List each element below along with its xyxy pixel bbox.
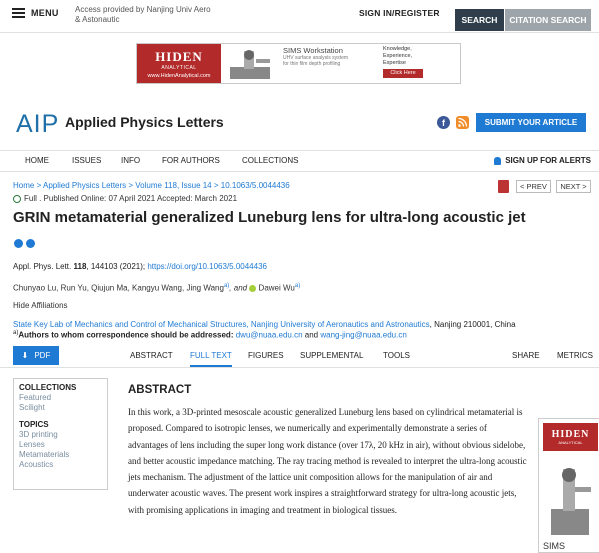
banner-ad[interactable]: [136, 43, 461, 84]
ad-point: Expertise: [383, 60, 406, 66]
bell-icon: [494, 157, 501, 165]
download-icon: ⬇: [21, 351, 29, 360]
nav-collections[interactable]: COLLECTIONS: [242, 156, 299, 165]
ad-description: [281, 44, 377, 83]
aip-logo[interactable]: AIP: [16, 110, 60, 138]
tab-full-text[interactable]: FULL TEXT: [190, 351, 232, 367]
email-link-2[interactable]: wang-jing@nuaa.edu.cn: [320, 330, 407, 340]
affiliation-tail: , Nanjing 210001, China: [429, 320, 516, 329]
access-line-2: & Astonautic: [75, 15, 120, 24]
ad-line-2: for thin film depth profiling: [283, 61, 341, 67]
nav-for-authors[interactable]: FOR AUTHORS: [162, 156, 220, 165]
nav-info[interactable]: INFO: [121, 156, 141, 165]
instrument-image: [545, 459, 595, 537]
affiliation-name[interactable]: State Key Lab of Mechanics and Control of Mechanical Structures, Nanjing University of Aeronautics and Astronautics: [13, 320, 430, 329]
status-text: Full . Published Online: 07 April 2021 Accepted: March 2021: [24, 194, 238, 203]
authors-text[interactable]: Chunyao Lu, Run Yu, Qiujun Ma, Kangyu Wang, Jing Wang: [13, 283, 224, 293]
doi-link[interactable]: https://doi.org/10.1063/5.0044436: [147, 262, 267, 271]
hamburger-icon: [12, 8, 25, 18]
article-badges: [14, 239, 35, 248]
breadcrumb[interactable]: Home > Applied Physics Letters > Volume 118, Issue 14 > 10.1063/5.0044436: [13, 181, 290, 190]
orcid-icon[interactable]: [249, 285, 256, 292]
tab-tools[interactable]: TOOLS: [383, 351, 410, 360]
side-ad[interactable]: [538, 418, 599, 553]
citation-volume: 118: [73, 262, 87, 271]
collection-item[interactable]: Scilight: [19, 403, 45, 412]
citation-rest: , 144103 (2021);: [86, 262, 148, 271]
ad-logo-sub: ANALYTICAL: [161, 64, 197, 71]
email-link-1[interactable]: dwu@nuaa.edu.cn: [235, 330, 303, 340]
facebook-icon[interactable]: f: [437, 116, 450, 129]
prev-button[interactable]: < PREV: [516, 180, 551, 193]
open-access-icon: [13, 195, 21, 203]
ad-title: SIMS Workstation: [283, 46, 343, 55]
main-nav: [0, 150, 599, 172]
tab-share[interactable]: SHARE: [512, 351, 540, 360]
abstract-body: In this work, a 3D-printed mesoscale acoustic generalized Luneburg lens based on cylindrical metamaterial is proposed. Compared to isotropic lenses, we numerically and experimentally demonstrate a series of advantages of lens including the super long work distance (over 17λ, 20 kHz in air), without obvious sidelobe, and better acoustic impedance matching. The ray tracing method is revealed to interpret the ultra-long acoustic jets mechanism. The adjustment of the lattice unit composition allows for the manipulation of air and underwater acoustic waves. The present work inspires a straightforward strategy for ultra-long acoustic jets, with promising applications in imaging and treatment in biological tissues.: [128, 407, 527, 515]
side-ad-logo: [543, 423, 598, 451]
topic-item[interactable]: 3D printing: [19, 430, 58, 439]
collections-heading: COLLECTIONS: [19, 383, 77, 392]
nav-issues[interactable]: ISSUES: [72, 156, 102, 165]
citation-prefix: Appl. Phys. Lett.: [13, 262, 74, 271]
next-button[interactable]: NEXT >: [556, 180, 591, 193]
affiliation: [13, 320, 593, 329]
side-ad-logo-text: HIDEN: [551, 429, 590, 440]
topic-item[interactable]: Lenses: [19, 440, 45, 449]
collection-item[interactable]: Featured: [19, 393, 52, 402]
publication-status: [13, 194, 237, 203]
signin-link[interactable]: SIGN IN/REGISTER: [359, 8, 440, 18]
topics-heading: TOPICS: [19, 420, 49, 429]
tab-abstract[interactable]: ABSTRACT: [130, 351, 173, 360]
pdf-download-button[interactable]: [13, 346, 59, 365]
ad-line-1: UHV surface analysis system: [283, 55, 349, 61]
ad-logo: [137, 44, 221, 83]
topic-item[interactable]: Acoustics: [19, 460, 54, 469]
author-superscript[interactable]: a): [223, 283, 230, 289]
topic-item[interactable]: Metamaterials: [19, 450, 70, 459]
signup-alerts-link[interactable]: [494, 156, 591, 165]
authors-and: , and: [229, 283, 250, 293]
ad-url: www.HidenAnalytical.com: [147, 72, 211, 79]
ad-point: Knowledge,: [383, 46, 412, 52]
tab-supplemental[interactable]: SUPPLEMENTAL: [300, 351, 364, 360]
creative-commons-icon[interactable]: [14, 239, 23, 248]
search-button[interactable]: SEARCH: [455, 9, 504, 31]
ad-click-button[interactable]: Click Here: [383, 69, 423, 78]
journal-title[interactable]: Applied Physics Letters: [65, 114, 224, 130]
menu-button[interactable]: [12, 8, 59, 18]
instrument-image: [221, 44, 281, 83]
submit-article-button[interactable]: SUBMIT YOUR ARTICLE: [476, 113, 586, 132]
menu-label: MENU: [31, 8, 59, 18]
access-line-1: Access provided by Nanjing Univ Aero: [75, 5, 211, 14]
pdf-label: PDF: [34, 351, 51, 360]
pdf-file-icon[interactable]: [498, 180, 509, 193]
last-author[interactable]: Dawei Wu: [258, 283, 295, 293]
citation-search-button[interactable]: CITATION SEARCH: [505, 9, 591, 31]
access-info: [75, 5, 275, 25]
side-ad-logo-sub: ANALYTICAL: [558, 440, 583, 445]
license-icon[interactable]: [26, 239, 35, 248]
last-author-superscript[interactable]: a): [294, 283, 301, 289]
signup-label: SIGN UP FOR ALERTS: [505, 156, 591, 165]
article-title: GRIN metamaterial generalized Luneburg lens for ultra-long acoustic jet: [13, 209, 526, 226]
ad-points: [377, 44, 437, 83]
abstract-heading: ABSTRACT: [128, 384, 192, 396]
corr-and: and: [302, 330, 321, 340]
correspondence: [13, 330, 407, 340]
ad-point: Experience,: [383, 53, 413, 59]
corr-label: Authors to whom correspondence should be addressed:: [18, 330, 236, 340]
top-bar: [0, 0, 599, 33]
tab-metrics[interactable]: METRICS: [557, 351, 593, 360]
side-ad-text: SIMS: [543, 541, 566, 551]
corr-prefix: a): [13, 330, 19, 336]
citation-line: [13, 262, 267, 271]
rss-icon[interactable]: [456, 116, 469, 129]
hide-affiliations-link[interactable]: Hide Affiliations: [13, 301, 68, 310]
ad-logo-text: HIDEN: [155, 48, 203, 64]
author-list: [13, 283, 300, 293]
topics-sidebar: [13, 378, 108, 490]
tab-figures[interactable]: FIGURES: [248, 351, 284, 360]
nav-home[interactable]: HOME: [25, 156, 49, 165]
